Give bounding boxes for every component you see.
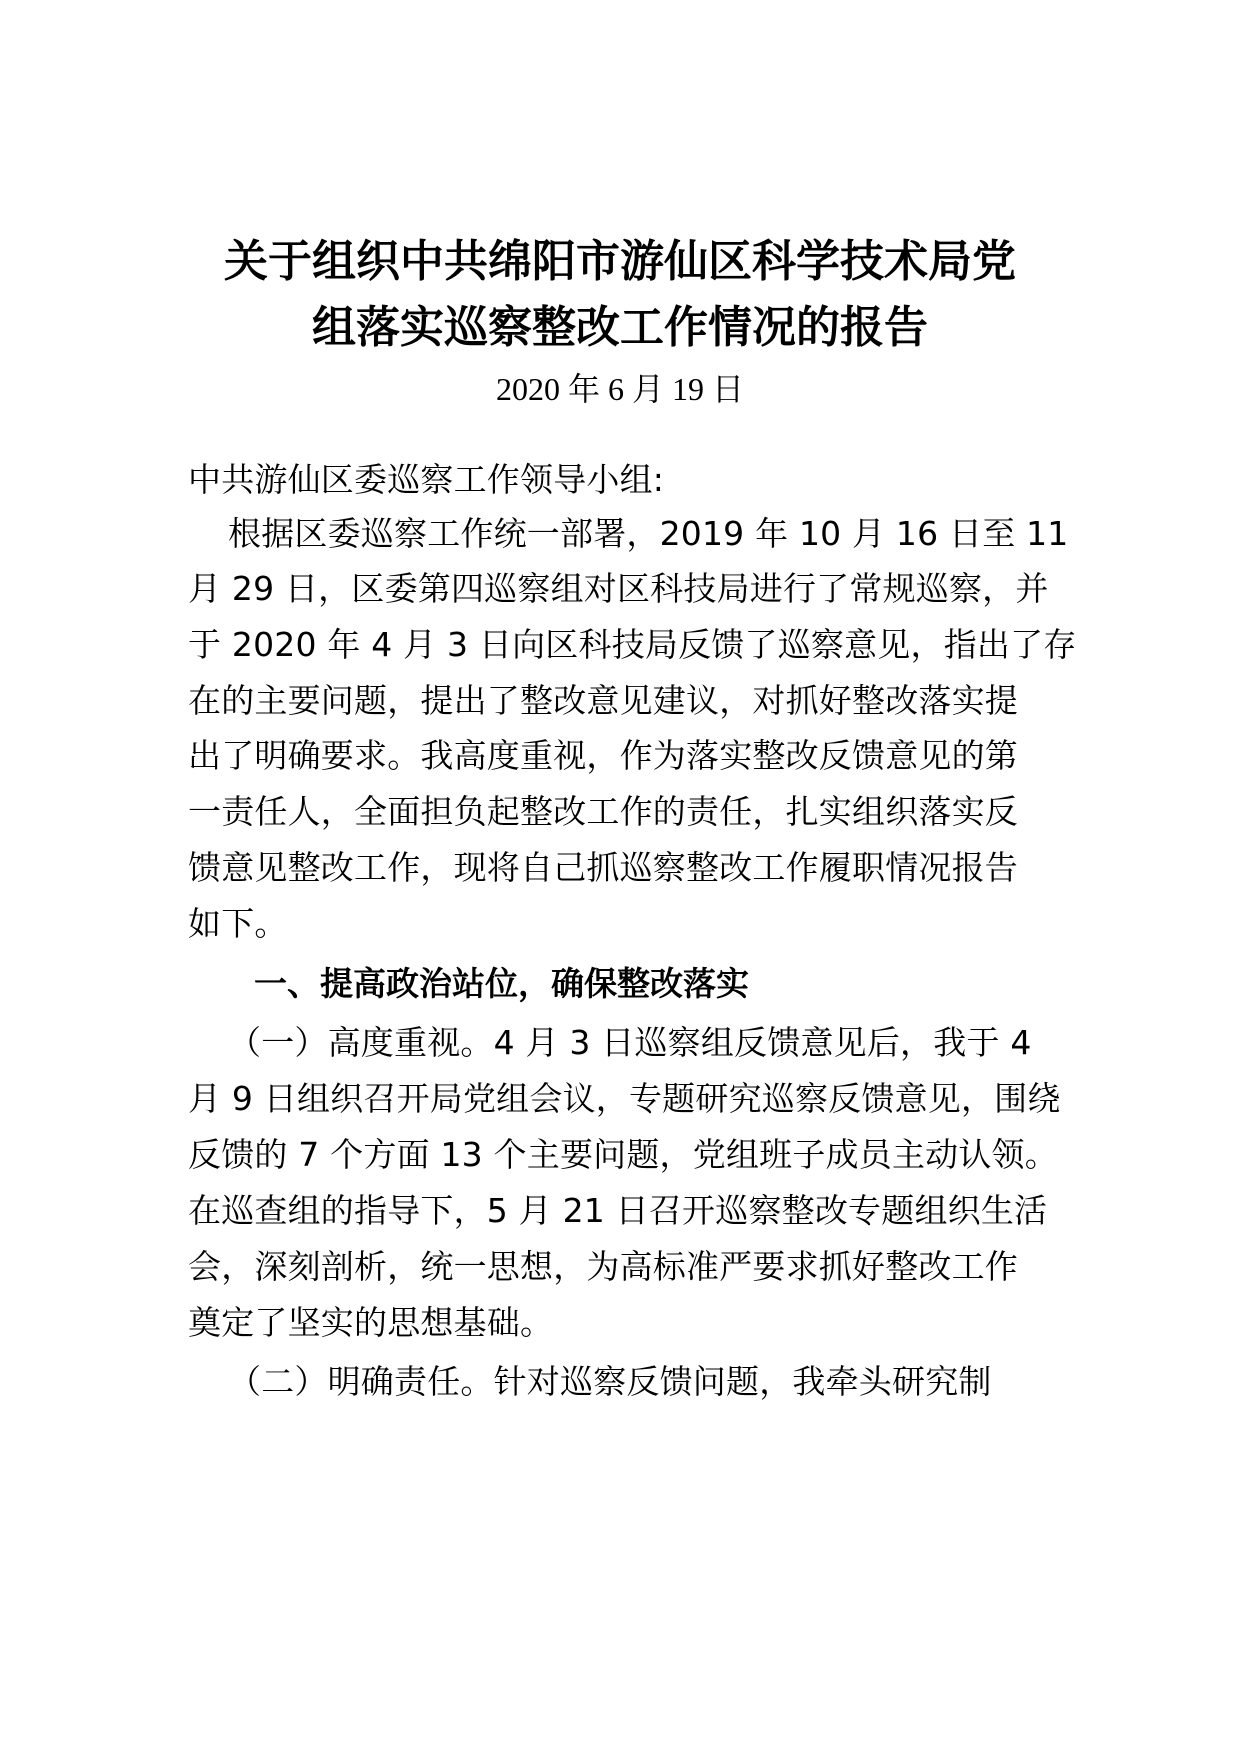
section-1-heading: 一、提高政治站位，确保整改落实 (254, 964, 749, 1003)
section-1-line-3: 反馈的 7 个方面 13 个主要问题，党组班子成员主动认领。 (188, 1135, 1058, 1174)
paragraph-intro-line-4: 在的主要问题，提出了整改意见建议，对抓好整改落实提 (188, 681, 1018, 720)
document-title-line-1: 关于组织中共绵阳市游仙区科学技术局党 (224, 236, 1016, 287)
document-title-line-2: 组落实巡察整改工作情况的报告 (312, 302, 928, 353)
section-1-line-5: 会，深刻剖析，统一思想，为高标准严要求抓好整改工作 (188, 1247, 1018, 1286)
paragraph-intro-line-8: 如下。 (188, 904, 288, 943)
section-1-line-2: 月 9 日组织召开局党组会议，专题研究巡察反馈意见，围绕 (188, 1079, 1061, 1118)
paragraph-intro-line-3: 于 2020 年 4 月 3 日向区科技局反馈了巡察意见，指出了存 (188, 625, 1077, 664)
paragraph-intro-line-5: 出了明确要求。我高度重视，作为落实整改反馈意见的第 (188, 736, 1018, 775)
section-1-line-4: 在巡查组的指导下，5 月 21 日召开巡察整改专题组织生活 (188, 1191, 1048, 1230)
paragraph-intro-line-1: 根据区委巡察工作统一部署，2019 年 10 月 16 日至 11 (228, 514, 1069, 553)
section-2-line-1: （二）明确责任。针对巡察反馈问题，我牵头研究制 (228, 1362, 992, 1401)
paragraph-intro-line-2: 月 29 日，区委第四巡察组对区科技局进行了常规巡察，并 (188, 569, 1049, 608)
paragraph-intro-line-7: 馈意见整改工作，现将自己抓巡察整改工作履职情况报告 (188, 848, 1018, 887)
document-date: 2020 年 6 月 19 日 (495, 371, 744, 407)
section-1-line-6: 奠定了坚实的思想基础。 (188, 1303, 554, 1342)
paragraph-intro-line-6: 一责任人，全面担负起整改工作的责任，扎实组织落实反 (188, 792, 1018, 831)
salutation: 中共游仙区委巡察工作领导小组: (188, 460, 665, 499)
section-1-line-1: （一）高度重视。4 月 3 日巡察组反馈意见后，我于 4 (228, 1023, 1032, 1062)
